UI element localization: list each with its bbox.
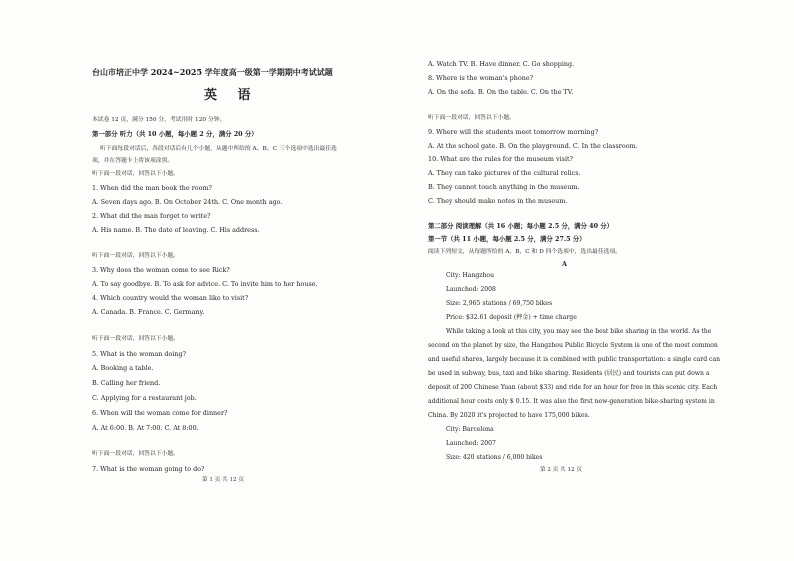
size-hangzhou: Size: 2,965 stations / 69,750 bikes [446, 300, 553, 307]
passage-label: A [562, 260, 567, 268]
passage-line: be used in subway, bus, taxi and bike sharing. Residents (居民) and tourists can put down a [428, 370, 710, 377]
question-5-option-a: A. Booking a table. [92, 364, 154, 372]
page-footer: 第 1 页 共 12 页 [202, 477, 244, 483]
question-7: 7. What is the woman going to do? [92, 465, 205, 473]
question-1-options: A. Seven days ago. B. On October 24th. C. One month ago. [92, 198, 283, 206]
question-5-option-b: B. Calling her friend. [92, 379, 161, 387]
question-8: 8. Where is the woman's phone? [428, 74, 534, 82]
launched-barcelona: Launched: 2007 [446, 440, 496, 447]
part2-heading: 第二部分 阅读理解（共 16 小题；每小题 2.5 分，满分 40 分） [428, 222, 614, 230]
part1-instruction-1: 听下面每段对话后，各段对话后有几个小题，从题中所给的 A、B、C 三个选项中选出最佳选 [100, 146, 337, 152]
section-instruction: 听下面一段对话，回答以下小题。 [92, 451, 179, 457]
section-instruction: 听下面一段对话，回答以下小题。 [92, 253, 179, 259]
question-3: 3. Why does the woman come to see Rick? [92, 266, 230, 274]
page-footer: 第 2 页 共 12 页 [540, 467, 582, 473]
passage-line: second on the planet by size, the Hangzhou Public Bicycle System is one of the most common [428, 342, 718, 349]
part1-heading: 第一部分 听力（共 10 小题，每小题 2 分，满分 20 分） [92, 130, 258, 138]
section-instruction: 听下面一段对话，回答以下小题。 [92, 171, 179, 177]
question-4-options: A. Canada. B. France. C. Germany. [92, 308, 205, 316]
passage-line: additional hour costs only $ 0.15. It was also the first new-generation bike-sharing system in [428, 398, 715, 405]
question-2: 2. What did the man forget to write? [92, 212, 211, 220]
exam-info: 本试卷 12 页，满分 150 分，考试用时 120 分钟。 [92, 117, 226, 123]
question-6: 6. When will the woman come for dinner? [92, 409, 228, 417]
launched-hangzhou: Launched: 2008 [446, 286, 496, 293]
part1-instruction-2: 项，并在答题卡上将该项涂黑。 [92, 158, 174, 164]
question-10-option-b: B. They cannot touch anything in the museum. [428, 183, 580, 191]
question-9: 9. Where will the students meet tomorrow morning? [428, 128, 599, 136]
question-8-options: A. On the sofa. B. On the table. C. On the TV. [428, 88, 574, 96]
question-4: 4. Which country would the woman like to visit? [92, 294, 249, 302]
question-5-option-c: C. Applying for a restaurant job. [92, 394, 197, 402]
question-9-options: A. At the school gate. B. On the playground. C. In the classroom. [428, 142, 638, 150]
passage-line: and useful shares, largely because it is combined with public transportation: a single card can [428, 356, 721, 363]
question-5: 5. What is the woman doing? [92, 350, 187, 358]
question-6-options: A. At 6:00. B. At 7:00. C. At 8:00. [92, 424, 199, 432]
passage-line: deposit of 200 Chinese Yuan (about $33) and ride for an hour for free in this scenic city. Each [428, 384, 718, 391]
size-barcelona: Size: 420 stations / 6,000 bikes [446, 454, 543, 461]
section1-instruction: 阅读下列短文，从每题所给的 A、B、C 和 D 四个选项中，选出最佳选项。 [428, 249, 622, 255]
question-10-option-c: C. They should make notes in the museum. [428, 197, 568, 205]
school-title: 台山市培正中学 2024~2025 学年度高一级第一学期期中考试试题 [92, 67, 333, 77]
question-10: 10. What are the rules for the museum visit? [428, 155, 573, 163]
passage-line: While taking a look at this city, you may see the best bike sharing in the world. As the [446, 328, 712, 335]
section-instruction: 听下面一段对话，回答以下小题。 [92, 336, 179, 342]
question-10-option-a: A. They can take pictures of the cultural relics. [428, 169, 581, 177]
question-2-options: A. His name. B. The date of leaving. C. His address. [92, 226, 260, 234]
passage-line: China. By 2020 it's projected to have 175,000 bikes. [428, 412, 590, 419]
city-hangzhou: City: Hangzhou [446, 272, 494, 279]
subject-title: 英 语 [204, 88, 259, 103]
section1-heading: 第一节（共 11 小题，每小题 2.5 分，满分 27.5 分） [428, 235, 586, 243]
section-instruction: 听下面一段对话，回答以下小题。 [428, 115, 515, 121]
city-barcelona: City: Barcelona [446, 426, 494, 433]
question-1: 1. When did the man book the room? [92, 184, 212, 192]
question-3-options: A. To say goodbye. B. To ask for advice. C. To invite him to her house. [92, 280, 318, 288]
price-hangzhou: Price: $32.61 deposit (押金) + time charge [446, 314, 577, 321]
question-7-options: A. Watch TV. B. Have dinner. C. Go shopping. [428, 60, 575, 68]
